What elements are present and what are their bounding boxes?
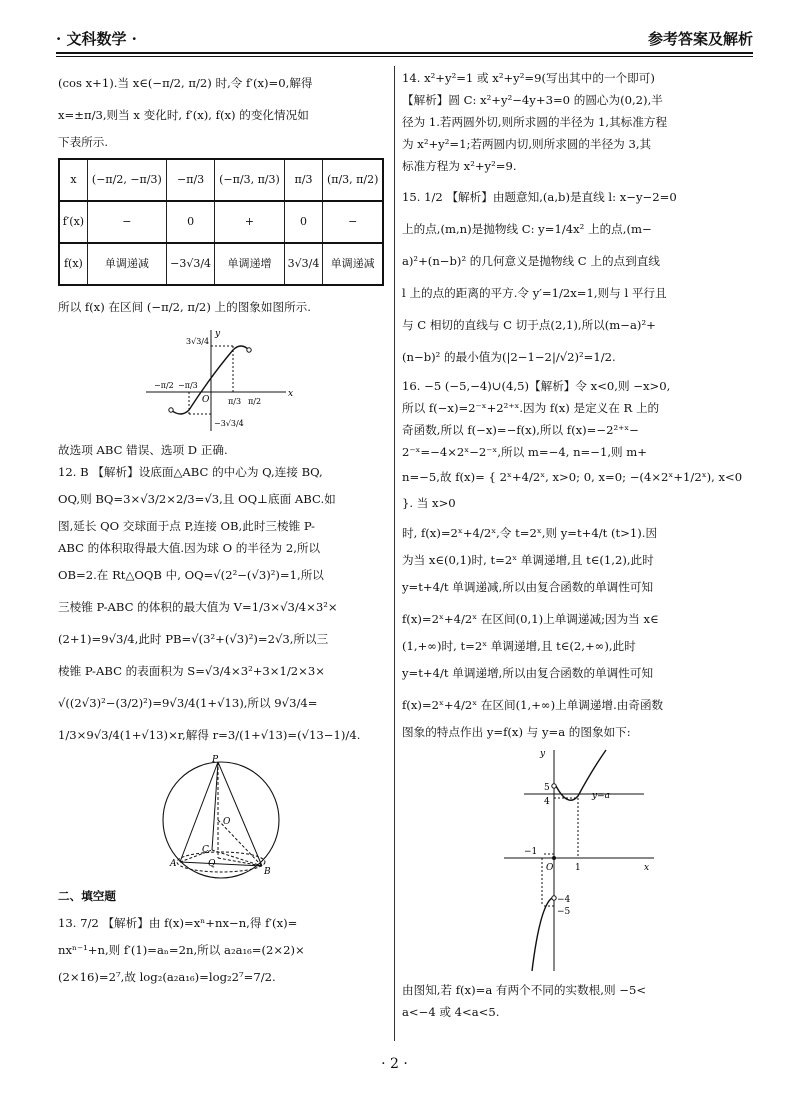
q15-line: l 上的点的距离的平方.令 y′=1/2x=1,则与 l 平行且 <box>402 286 667 300</box>
table-cell: x <box>59 159 87 201</box>
left-column <box>58 68 384 994</box>
q15-block <box>402 182 756 372</box>
open-point-right <box>247 348 251 352</box>
q16-block <box>402 376 756 742</box>
page-header <box>56 28 753 54</box>
q14-line: 径为 1.若两圆外切,则所求圆的半径为 1,其标准方程 <box>402 115 668 129</box>
label-origin: O <box>202 395 210 405</box>
q12-block <box>58 462 384 750</box>
label-neg-half: −π/2 <box>154 381 174 390</box>
q12-line: 棱锥 P-ABC 的表面积为 S=√3/4×3²+3×1/2×3× <box>58 664 325 678</box>
label-4: 4 <box>544 797 550 807</box>
table-cell: + <box>215 201 284 243</box>
q16-line: y=t+4/t 单调递减,所以由复合函数的单调性可知 <box>402 580 654 594</box>
table-cell: 3√3/4 <box>284 243 323 285</box>
q16-end-line: a<−4 或 4<a<5. <box>402 1005 500 1019</box>
right-column <box>402 68 756 1024</box>
table-cell: − <box>87 201 166 243</box>
label-neg-5: −5 <box>557 907 571 917</box>
table-cell: π/3 <box>284 159 323 201</box>
graph-f-cos <box>136 326 306 436</box>
table-row-fp <box>59 201 383 243</box>
label-P: P <box>212 755 219 765</box>
table-cell: −3√3/4 <box>166 243 214 285</box>
label-neg-4: −4 <box>557 895 571 905</box>
label-B: B <box>264 867 271 877</box>
label-y: y <box>215 329 221 339</box>
label-neg-1: −1 <box>524 847 538 857</box>
page-number: · 2 · <box>381 1056 408 1072</box>
q16-line: y=t+4/t 单调递增,所以由复合函数的单调性可知 <box>402 666 654 680</box>
q13-line: 13. 7/2 【解析】由 f(x)=xⁿ+nx−n,得 f′(x)= <box>58 916 298 930</box>
label-Q: Q <box>208 859 216 869</box>
table-cell: −π/3 <box>166 159 214 201</box>
q12-line: 1/3×9√3/4(1+√13)×r,解得 r=3/(1+√13)=(√13−1)/4. <box>58 728 361 742</box>
label-x: x <box>644 863 650 873</box>
header-rule-thin <box>56 56 753 57</box>
left-p4: 所以 f(x) 在区间 (−π/2, π/2) 上的图象如图所示. <box>58 300 311 314</box>
open-point <box>552 784 556 788</box>
edge-PB <box>218 762 262 866</box>
table-cell: 单调递减 <box>87 243 166 285</box>
label-origin: O <box>546 863 554 873</box>
label-neg-third: −π/3 <box>178 381 198 390</box>
left-p3: 下表所示. <box>58 135 109 149</box>
q12-line: (2+1)=9√3/4,此时 PB=√(3²+(√3)²)=2√3,所以三 <box>58 632 329 646</box>
table-cell: (π/3, π/2) <box>323 159 383 201</box>
q16-line: f(x)=2ˣ+4/2ˣ 在区间(0,1)上单调递减;因为当 x∈ <box>402 612 659 626</box>
q16-line: 奇函数,所以 f(−x)=−f(x),所以 f(x)=−2²⁺ˣ− <box>402 423 639 437</box>
q14-line: 14. x²+y²=1 或 x²+y²=9(写出其中的一个即可) <box>402 71 655 85</box>
q14-block <box>402 68 756 176</box>
q13-line: nxⁿ⁻¹+n,则 f′(1)=aₙ=2n,所以 a₂a₁₆=(2×2)× <box>58 943 305 957</box>
q12-line: ABC 的体积取得最大值.因为球 O 的半径为 2,所以 <box>58 541 321 555</box>
left-p5: 故选项 ABC 错误、选项 D 正确. <box>58 443 228 457</box>
q16-line: 时, f(x)=2ˣ+4/2ˣ,令 t=2ˣ,则 y=t+4/t (t>1).因 <box>402 526 658 540</box>
q13-block <box>58 908 384 992</box>
label-half: π/2 <box>248 397 262 406</box>
header-title: 参考答案及解析 <box>647 30 753 48</box>
header-rule-thick <box>56 52 753 54</box>
section-title: 二、填空题 <box>58 889 116 903</box>
label-C: C <box>202 845 209 855</box>
open-point <box>552 896 556 900</box>
q12-line: OB=2.在 Rt△OQB 中, OQ=√(2²−(√3)²)=1,所以 <box>58 568 324 582</box>
label-1: 1 <box>575 863 581 873</box>
table-row-x <box>59 159 383 201</box>
q15-line: (n−b)² 的最小值为(|2−1−2|/√2)²=1/2. <box>402 350 616 364</box>
table-row-f <box>59 243 383 285</box>
q15-line: 15. 1/2 【解析】由题意知,(a,b)是直线 l: x−y−2=0 <box>402 190 677 204</box>
label-5: 5 <box>544 783 550 793</box>
label-y: y <box>540 749 546 759</box>
table-cell: (−π/2, −π/3) <box>87 159 166 201</box>
table-cell: 0 <box>166 201 214 243</box>
q15-line: 上的点,(m,n)是抛物线 C: y=1/4x² 上的点,(m− <box>402 222 652 236</box>
q16-end-line: 由图知,若 f(x)=a 有两个不同的实数根,则 −5< <box>402 983 647 997</box>
label-x: x <box>288 389 294 399</box>
q15-line: a)²+(n−b)² 的几何意义是抛物线 C 上的点到直线 <box>402 254 660 268</box>
q12-line: 图,延长 QO 交球面于点 P,连接 OB,此时三棱锥 P- <box>58 519 315 533</box>
left-p1: (cos x+1).当 x∈(−π/2, π/2) 时,令 f′(x)=0,解得 <box>58 76 313 90</box>
q14-line: 【解析】圆 C: x²+y²−4y+3=0 的圆心为(0,2),半 <box>402 93 663 107</box>
q16-line: 所以 f(−x)=2⁻ˣ+2²⁺ˣ.因为 f(x) 是定义在 R 上的 <box>402 401 660 415</box>
q12-line: OQ,则 BQ=3×√3/2×2/3=√3,且 OQ⊥底面 ABC.如 <box>58 492 336 506</box>
table-cell: f(x) <box>59 243 87 285</box>
header-subject: · 文科数学 · <box>56 30 137 48</box>
q16-line: (1,+∞)时, t=2ˣ 单调递增,且 t∈(2,+∞),此时 <box>402 639 636 653</box>
q16-line: 16. −5 (−5,−4)∪(4,5)【解析】令 x<0,则 −x>0, <box>402 379 671 393</box>
origin-point <box>552 856 556 860</box>
label-O: O <box>223 817 231 827</box>
label-top: 3√3/4 <box>186 337 210 346</box>
q16-line: f(x)=2ˣ+4/2ˣ 在区间(1,+∞)上单调递增.由奇函数 <box>402 698 664 712</box>
table-cell: f′(x) <box>59 201 87 243</box>
q16-line: 2⁻ˣ=−4×2ˣ−2⁻ˣ,所以 m=−4, n=−1,则 m+ <box>402 445 648 459</box>
table-cell: − <box>323 201 383 243</box>
curve-negative <box>532 898 552 971</box>
q16-line: n=−5,故 f(x)= { 2ˣ+4/2ˣ, x>0; 0, x=0; −(4×2ˣ+1/2ˣ), x<0 }. 当 x>0 <box>402 470 743 510</box>
label-bottom: −3√3/4 <box>214 419 244 428</box>
table-cell: 单调递减 <box>323 243 383 285</box>
q16-line: 为当 x∈(0,1)时, t=2ˣ 单调递增,且 t∈(1,2),此时 <box>402 553 654 567</box>
table-cell: (−π/3, π/3) <box>215 159 284 201</box>
variation-table <box>58 158 384 286</box>
table-cell: 单调递增 <box>215 243 284 285</box>
label-third: π/3 <box>228 397 242 406</box>
table-cell: 0 <box>284 201 323 243</box>
q12-line: 三棱锥 P-ABC 的体积的最大值为 V=1/3×√3/4×3²× <box>58 600 338 614</box>
sphere-pyramid-figure <box>146 754 296 882</box>
q12-line: 12. B 【解析】设底面△ABC 的中心为 Q,连接 BQ, <box>58 465 323 479</box>
graph-piecewise <box>494 746 664 976</box>
label-A: A <box>170 859 177 869</box>
q15-line: 与 C 相切的直线与 C 切于点(2,1),所以(m−a)²+ <box>402 318 656 332</box>
column-divider <box>394 66 395 1041</box>
q14-line: 为 x²+y²=1;若两圆内切,则所求圆的半径为 3,其 <box>402 137 652 151</box>
q12-line: √((2√3)²−(3/2)²)=9√3/4(1+√13),所以 9√3/4= <box>58 696 318 710</box>
label-y-a: y=a <box>592 791 610 801</box>
open-point-left <box>169 408 173 412</box>
left-p2: x=±π/3,则当 x 变化时, f′(x), f(x) 的变化情况如 <box>58 108 309 122</box>
q13-line: (2×16)=2⁷,故 log₂(a₂a₁₆)=log₂2⁷=7/2. <box>58 970 276 984</box>
q16-line: 图象的特点作出 y=f(x) 与 y=a 的图象如下: <box>402 725 631 739</box>
q14-line: 标准方程为 x²+y²=9. <box>402 159 517 173</box>
